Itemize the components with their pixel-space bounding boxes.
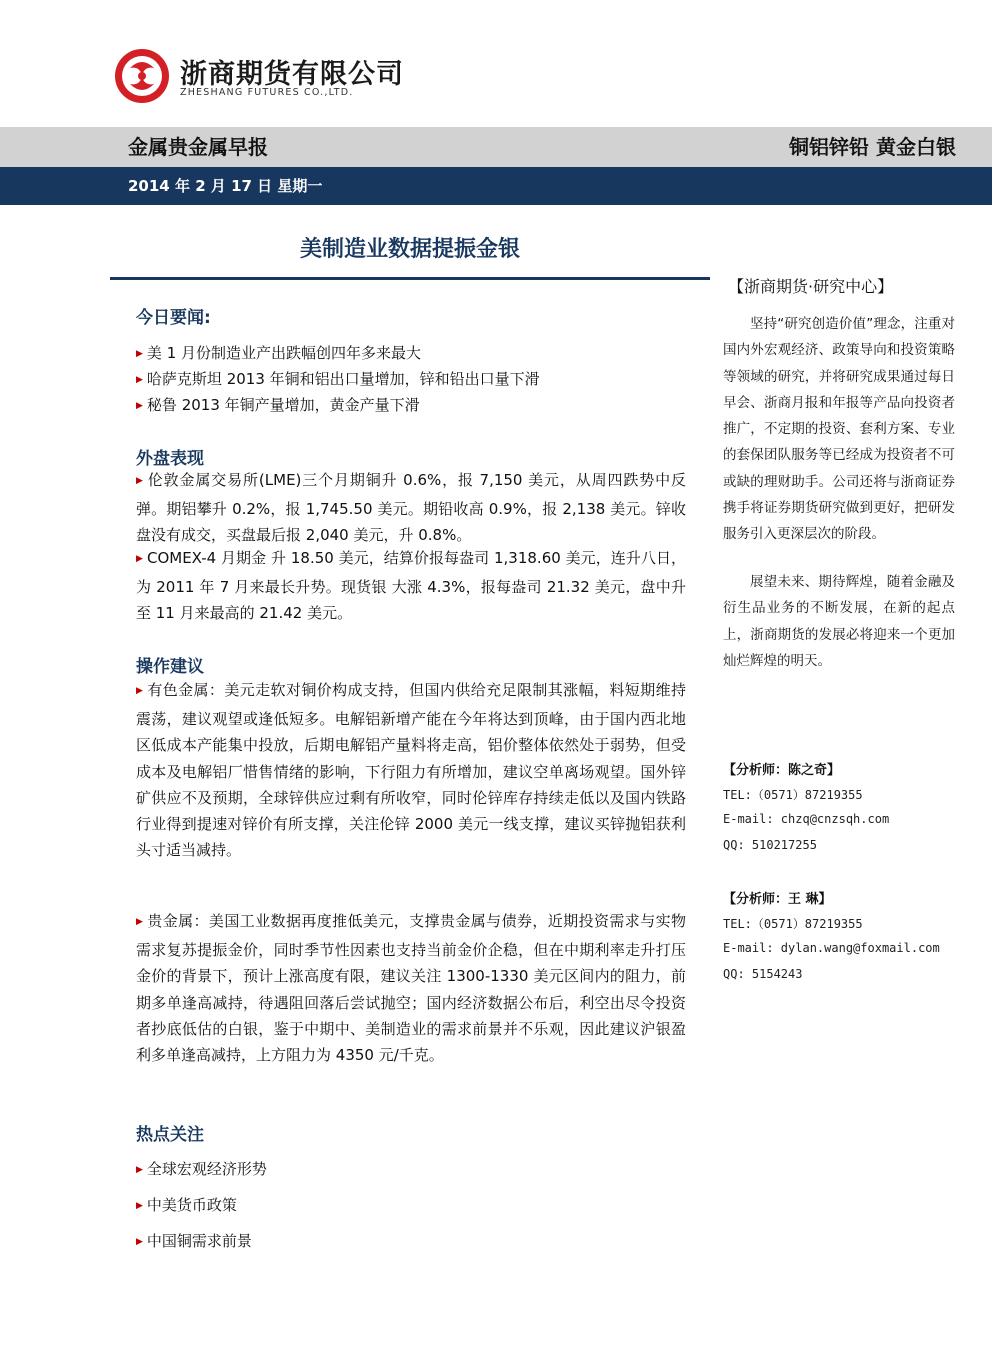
overseas-paragraph: ▶ COMEX-4 月期金 升 18.50 美元，结算价报每盎司 1,318.60 美元，连升八日，为 2011 年 7 月来最长升势。现货银 大涨 4.3%，报每盎司 21.32 美元，盘中升至 11 月来最高的 21.42 美元。 <box>136 549 686 623</box>
hotspot-item: ▶ 中美货币政策 <box>136 1196 237 1214</box>
bullet-arrow-icon: ▶ <box>136 1201 143 1211</box>
org-outlook-paragraph: 展望未来、期待辉煌，随着金融及衍生品业务的不断发展，在新的起点上，浙商期货的发展必将迎来一个更加灿烂辉煌的明天。 <box>723 574 955 669</box>
analyst-tel: TEL:（0571）87219355 <box>723 788 863 802</box>
analyst-name: 【分析师：王 琳】 <box>723 892 832 907</box>
overseas-paragraph: ▶ 伦敦金属交易所(LME)三个月期铜升 0.6%，报 7,150 美元，从周四跌势中反弹。期铝攀升 0.2%，报 1,745.50 美元。期铅收高 0.9%，报 2,138 美元。锌收盘没有成交，买盘最后报 2,040 美元，升 0.8%。 <box>136 471 686 545</box>
bullet-arrow-icon: ▶ <box>136 375 143 385</box>
news-section-title: 今日要闻: <box>136 308 211 328</box>
company-logo <box>114 48 170 104</box>
analyst-email[interactable]: E-mail: dylan.wang@foxmail.com <box>723 941 940 955</box>
bullet-arrow-icon: ▶ <box>136 476 144 486</box>
analyst-qq: QQ: 5154243 <box>723 967 803 981</box>
advice-paragraph-base-metals: ▶ 有色金属：美元走软对铜价构成支持，但国内供给充足限制其涨幅，料短期维持震荡，建议观望或逢低短多。电解铝新增产能在今年将达到顶峰，由于国内西北地区低成本产能集中投放，后期电解铝产量料将走高，铝价整体依然处于弱势，但受成本及电解铝厂惜售情绪的影响，下行阻力有所增加，建议空单离场观望。国外锌矿供应不及预期，全球锌供应过剩有所收窄，同时伦锌库存持续走低以及国内铁路行业得到提速对锌价有所支撑，关注伦锌 2000 美元一线支撑，建议买锌抛铝获利头寸适当减持。 <box>136 681 686 860</box>
bullet-arrow-icon: ▶ <box>136 917 144 927</box>
news-item: ▶ 秘鲁 2013 年铜产量增加，黄金产量下滑 <box>136 396 420 414</box>
news-item: ▶ 哈萨克斯坦 2013 年铜和铝出口量增加，锌和铅出口量下滑 <box>136 370 540 388</box>
org-title: 【浙商期货·研究中心】 <box>728 277 894 296</box>
bullet-arrow-icon: ▶ <box>136 686 144 696</box>
report-metals: 铜铝锌铅 黄金白银 <box>789 135 956 159</box>
bullet-arrow-icon: ▶ <box>136 1165 143 1175</box>
advice-paragraph-precious-metals: ▶ 贵金属：美国工业数据再度推低美元，支撑贵金属与债券，近期投资需求与实物需求复苏提振金价，同时季节性因素也支持当前金价企稳，但在中期利率走升打压金价的背景下，预计上涨高度有限，建议关注 1300-1330 美元区间内的阻力，前期多单逢高减持，待遇阻回落后尝试抛空；国内经济数据公布后，利空出尽令投资者抄底低估的白银，鉴于中期中、美制造业的需求前景并不乐观，因此建议沪银盈利多单逢高减持，上方阻力为 4350 元/千克。 <box>136 912 686 1065</box>
news-item: ▶ 美 1 月份制造业产出跌幅创四年多来最大 <box>136 344 422 362</box>
hotspot-item: ▶ 全球宏观经济形势 <box>136 1160 267 1178</box>
headline-rule <box>110 277 710 280</box>
bullet-arrow-icon: ▶ <box>136 1237 143 1247</box>
advice-section-title: 操作建议 <box>136 657 204 677</box>
analyst-email[interactable]: E-mail: chzq@cnzsqh.com <box>723 812 890 826</box>
report-date: 2014 年 2 月 17 日 星期一 <box>128 177 323 195</box>
report-type: 金属贵金属早报 <box>128 135 268 159</box>
company-name-en: ZHESHANG FUTURES CO.,LTD. <box>180 87 354 98</box>
hotspot-item: ▶ 中国铜需求前景 <box>136 1232 252 1250</box>
headline: 美制造业数据提振金银 <box>299 237 520 262</box>
bullet-arrow-icon: ▶ <box>136 554 143 564</box>
hotspots-section-title: 热点关注 <box>136 1125 204 1145</box>
overseas-section-title: 外盘表现 <box>136 449 204 469</box>
bullet-arrow-icon: ▶ <box>136 401 143 411</box>
analyst-qq: QQ: 510217255 <box>723 838 817 852</box>
company-name-cn: 浙商期货有限公司 <box>180 59 404 90</box>
org-intro-paragraph: 坚持“研究创造价值”理念，注重对国内外宏观经济、政策导向和投资策略等领域的研究，并将研究成果通过每日早会、浙商月报和年报等产品向投资者推广，不定期的投资、套利方案、专业的套保团队服务等已经成为投资者不可或缺的理财助手。公司还将与浙商证券携手将证券期货研究做到更好，把研发服务引入更深层次的阶段。 <box>723 316 955 543</box>
analyst-name: 【分析师：陈之奇】 <box>723 763 841 778</box>
analyst-tel: TEL:（0571）87219355 <box>723 917 863 931</box>
bullet-arrow-icon: ▶ <box>136 349 143 359</box>
